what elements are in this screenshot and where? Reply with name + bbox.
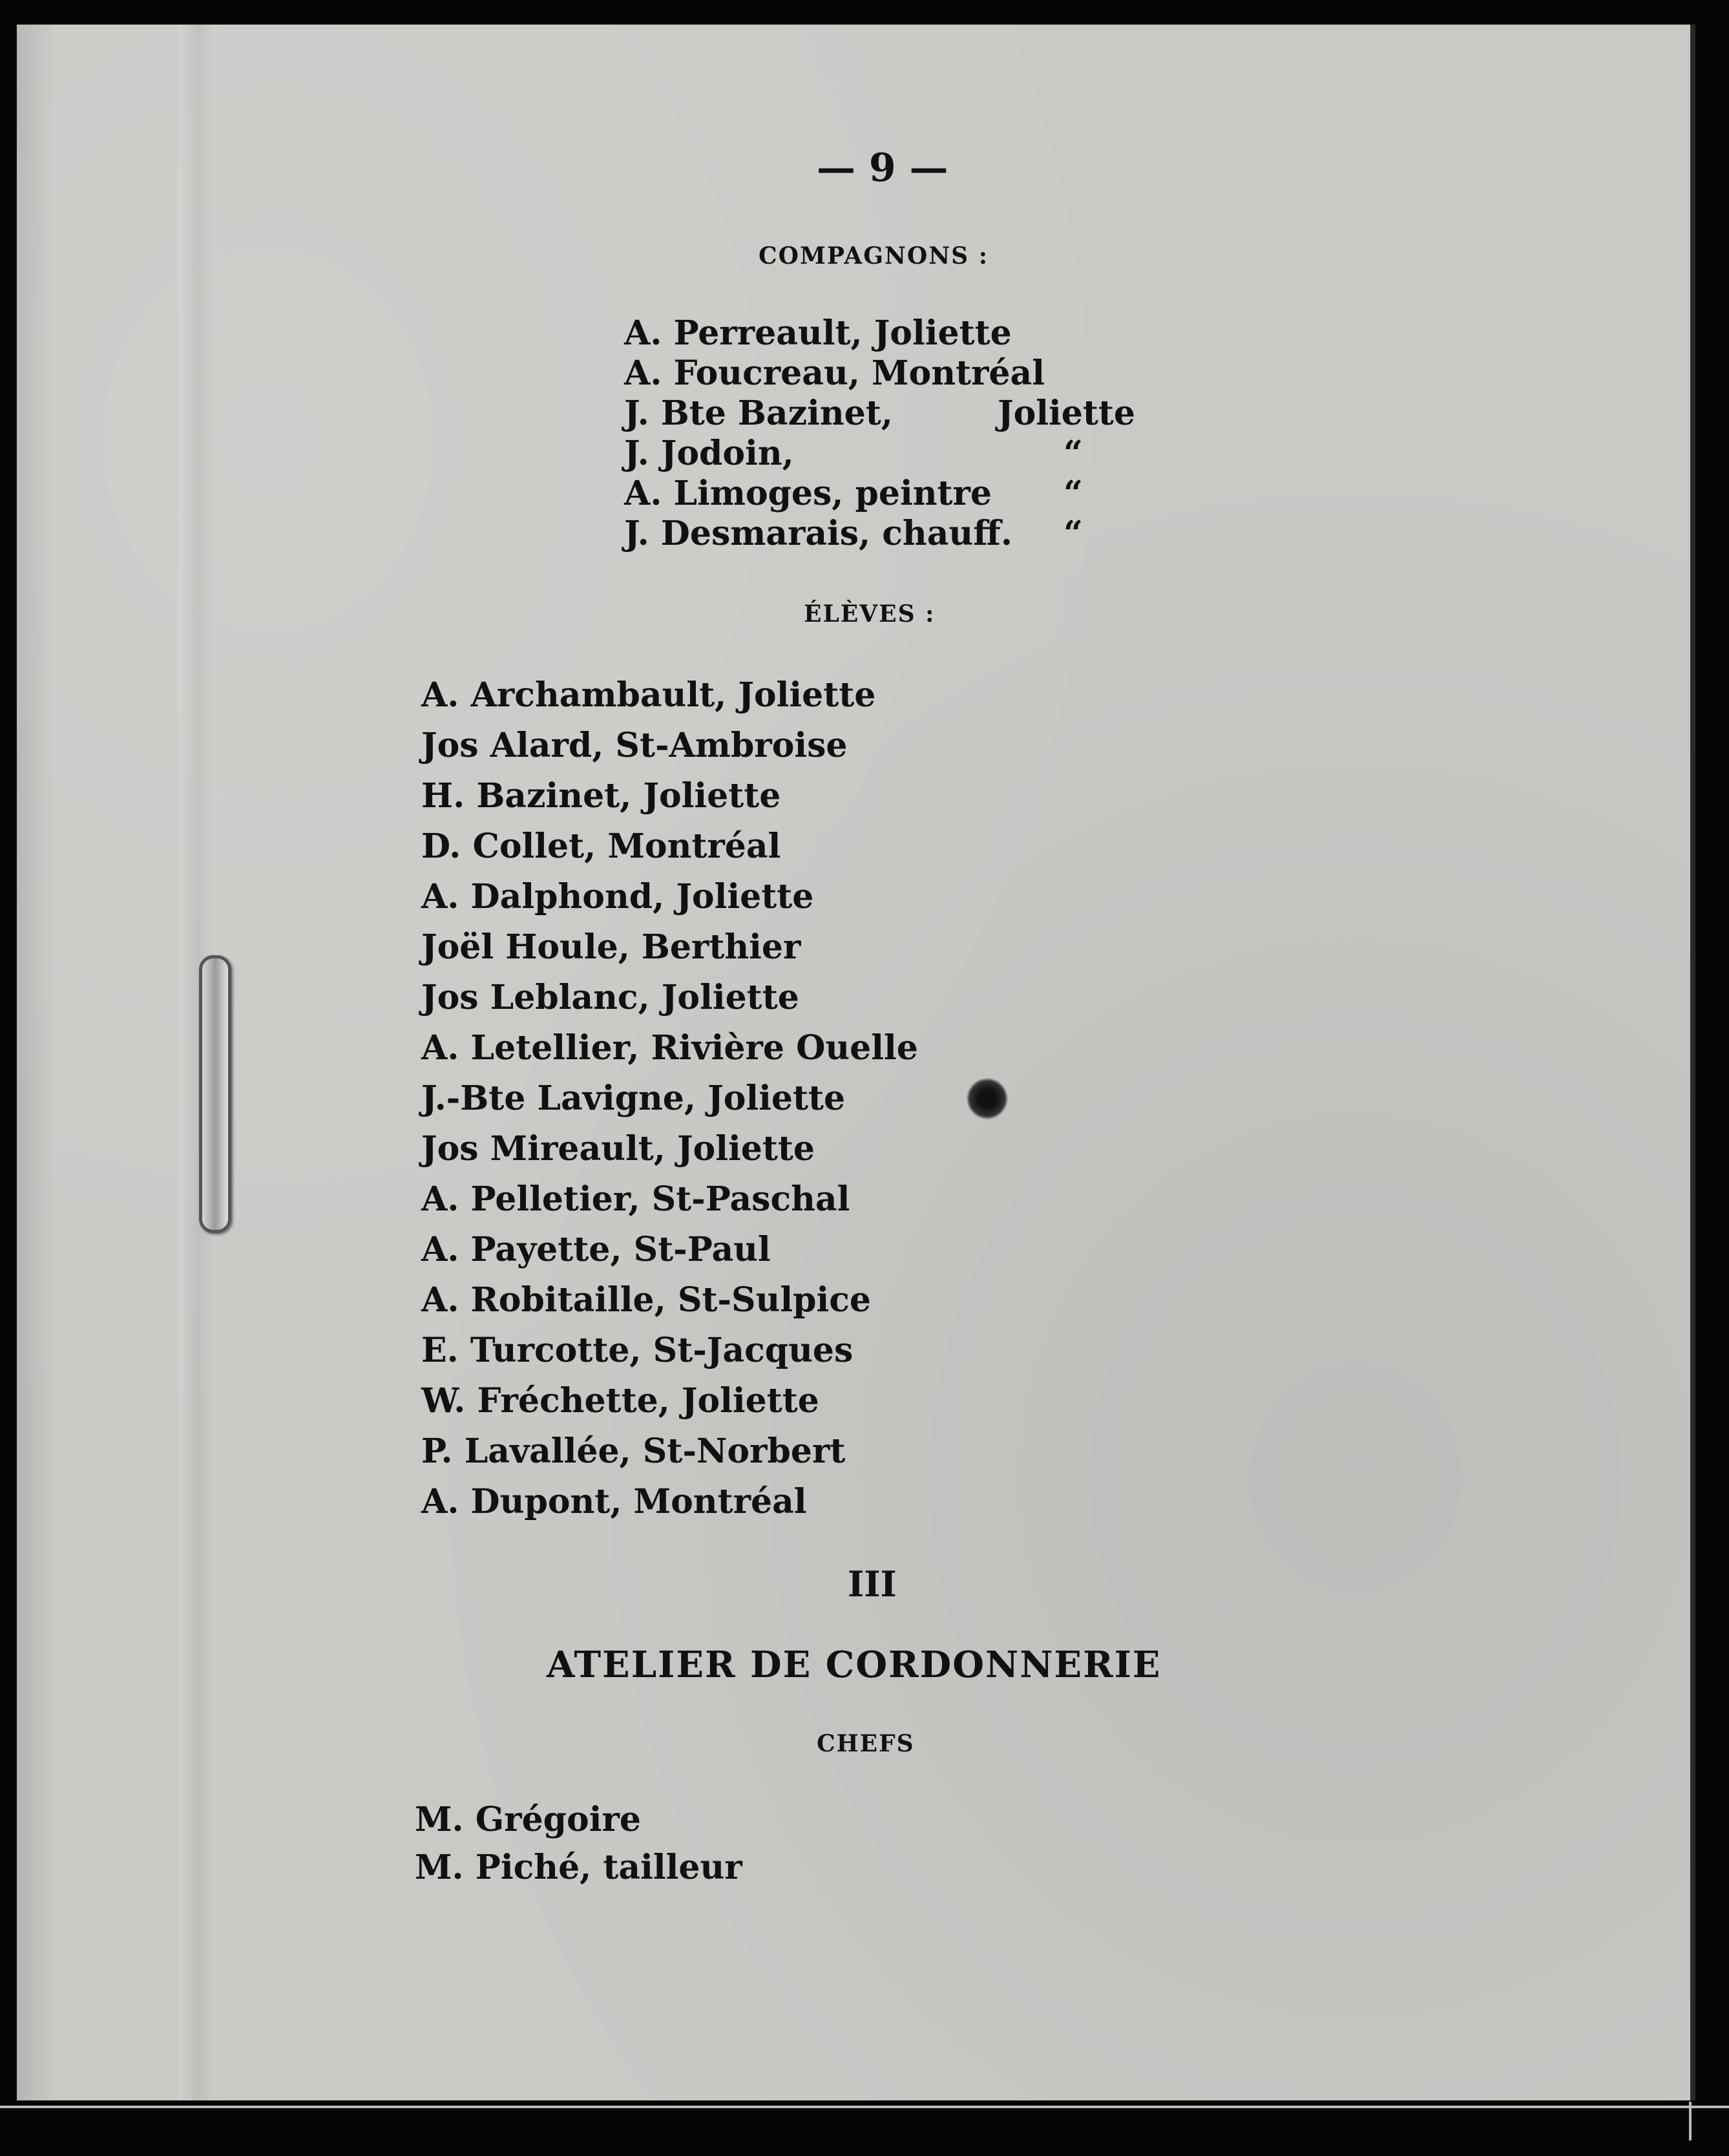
eleve-entry: Jos Alard, St-Ambroise bbox=[421, 726, 848, 765]
eleve-entry: J.-Bte Lavigne, Joliette bbox=[421, 1079, 846, 1118]
compagnon-entry: J. Jodoin, bbox=[624, 434, 794, 473]
eleve-entry: A. Robitaille, St-Sulpice bbox=[421, 1280, 871, 1320]
compagnon-place: Joliette bbox=[998, 394, 1136, 433]
compagnon-entry: A. Foucreau, Montréal bbox=[624, 354, 1045, 393]
ditto-mark: “ bbox=[1064, 474, 1083, 513]
section-number: III bbox=[848, 1563, 897, 1605]
eleve-entry: W. Fréchette, Joliette bbox=[421, 1381, 819, 1421]
compagnon-entry: A. Perreault, Joliette bbox=[624, 313, 1012, 353]
eleve-entry: A. Letellier, Rivière Ouelle bbox=[421, 1028, 918, 1068]
eleve-entry: A. Dupont, Montréal bbox=[421, 1482, 807, 1521]
eleve-entry: A. Archambault, Joliette bbox=[421, 675, 876, 715]
ditto-mark: “ bbox=[1064, 434, 1083, 473]
ink-spot bbox=[967, 1078, 1008, 1119]
staple bbox=[199, 955, 231, 1233]
eleve-entry: A. Pelletier, St-Paschal bbox=[421, 1179, 850, 1219]
eleve-entry: A. Payette, St-Paul bbox=[421, 1230, 771, 1269]
eleve-entry: Joël Houle, Berthier bbox=[421, 927, 801, 967]
section-title: ATELIER DE CORDONNERIE bbox=[547, 1643, 1162, 1686]
compagnon-entry: J. Desmarais, chauff. bbox=[624, 514, 1013, 553]
eleve-entry: Jos Mireault, Joliette bbox=[421, 1129, 815, 1168]
document-page bbox=[17, 25, 1695, 2100]
eleve-entry: Jos Leblanc, Joliette bbox=[421, 978, 799, 1017]
chefs-heading: CHEFS bbox=[817, 1730, 915, 1757]
page-number: — 9 — bbox=[817, 145, 948, 191]
chef-entry: M. Piché, tailleur bbox=[415, 1848, 742, 1887]
eleve-entry: D. Collet, Montréal bbox=[421, 827, 781, 866]
eleve-entry: E. Turcotte, St-Jacques bbox=[421, 1331, 854, 1370]
compagnon-entry: J. Bte Bazinet, bbox=[624, 394, 893, 433]
chef-entry: M. Grégoire bbox=[415, 1800, 641, 1839]
eleve-entry: A. Dalphond, Joliette bbox=[421, 877, 814, 916]
eleve-entry: P. Lavallée, St-Norbert bbox=[421, 1432, 846, 1471]
compagnons-heading: COMPAGNONS : bbox=[759, 242, 989, 270]
eleves-heading: ÉLÈVES : bbox=[804, 600, 936, 628]
ditto-mark: “ bbox=[1064, 514, 1083, 553]
eleve-entry: H. Bazinet, Joliette bbox=[421, 776, 781, 816]
scan-border-tick bbox=[1689, 2102, 1692, 2140]
compagnon-entry: A. Limoges, peintre bbox=[624, 474, 992, 513]
scan-border-line bbox=[0, 2106, 1729, 2108]
